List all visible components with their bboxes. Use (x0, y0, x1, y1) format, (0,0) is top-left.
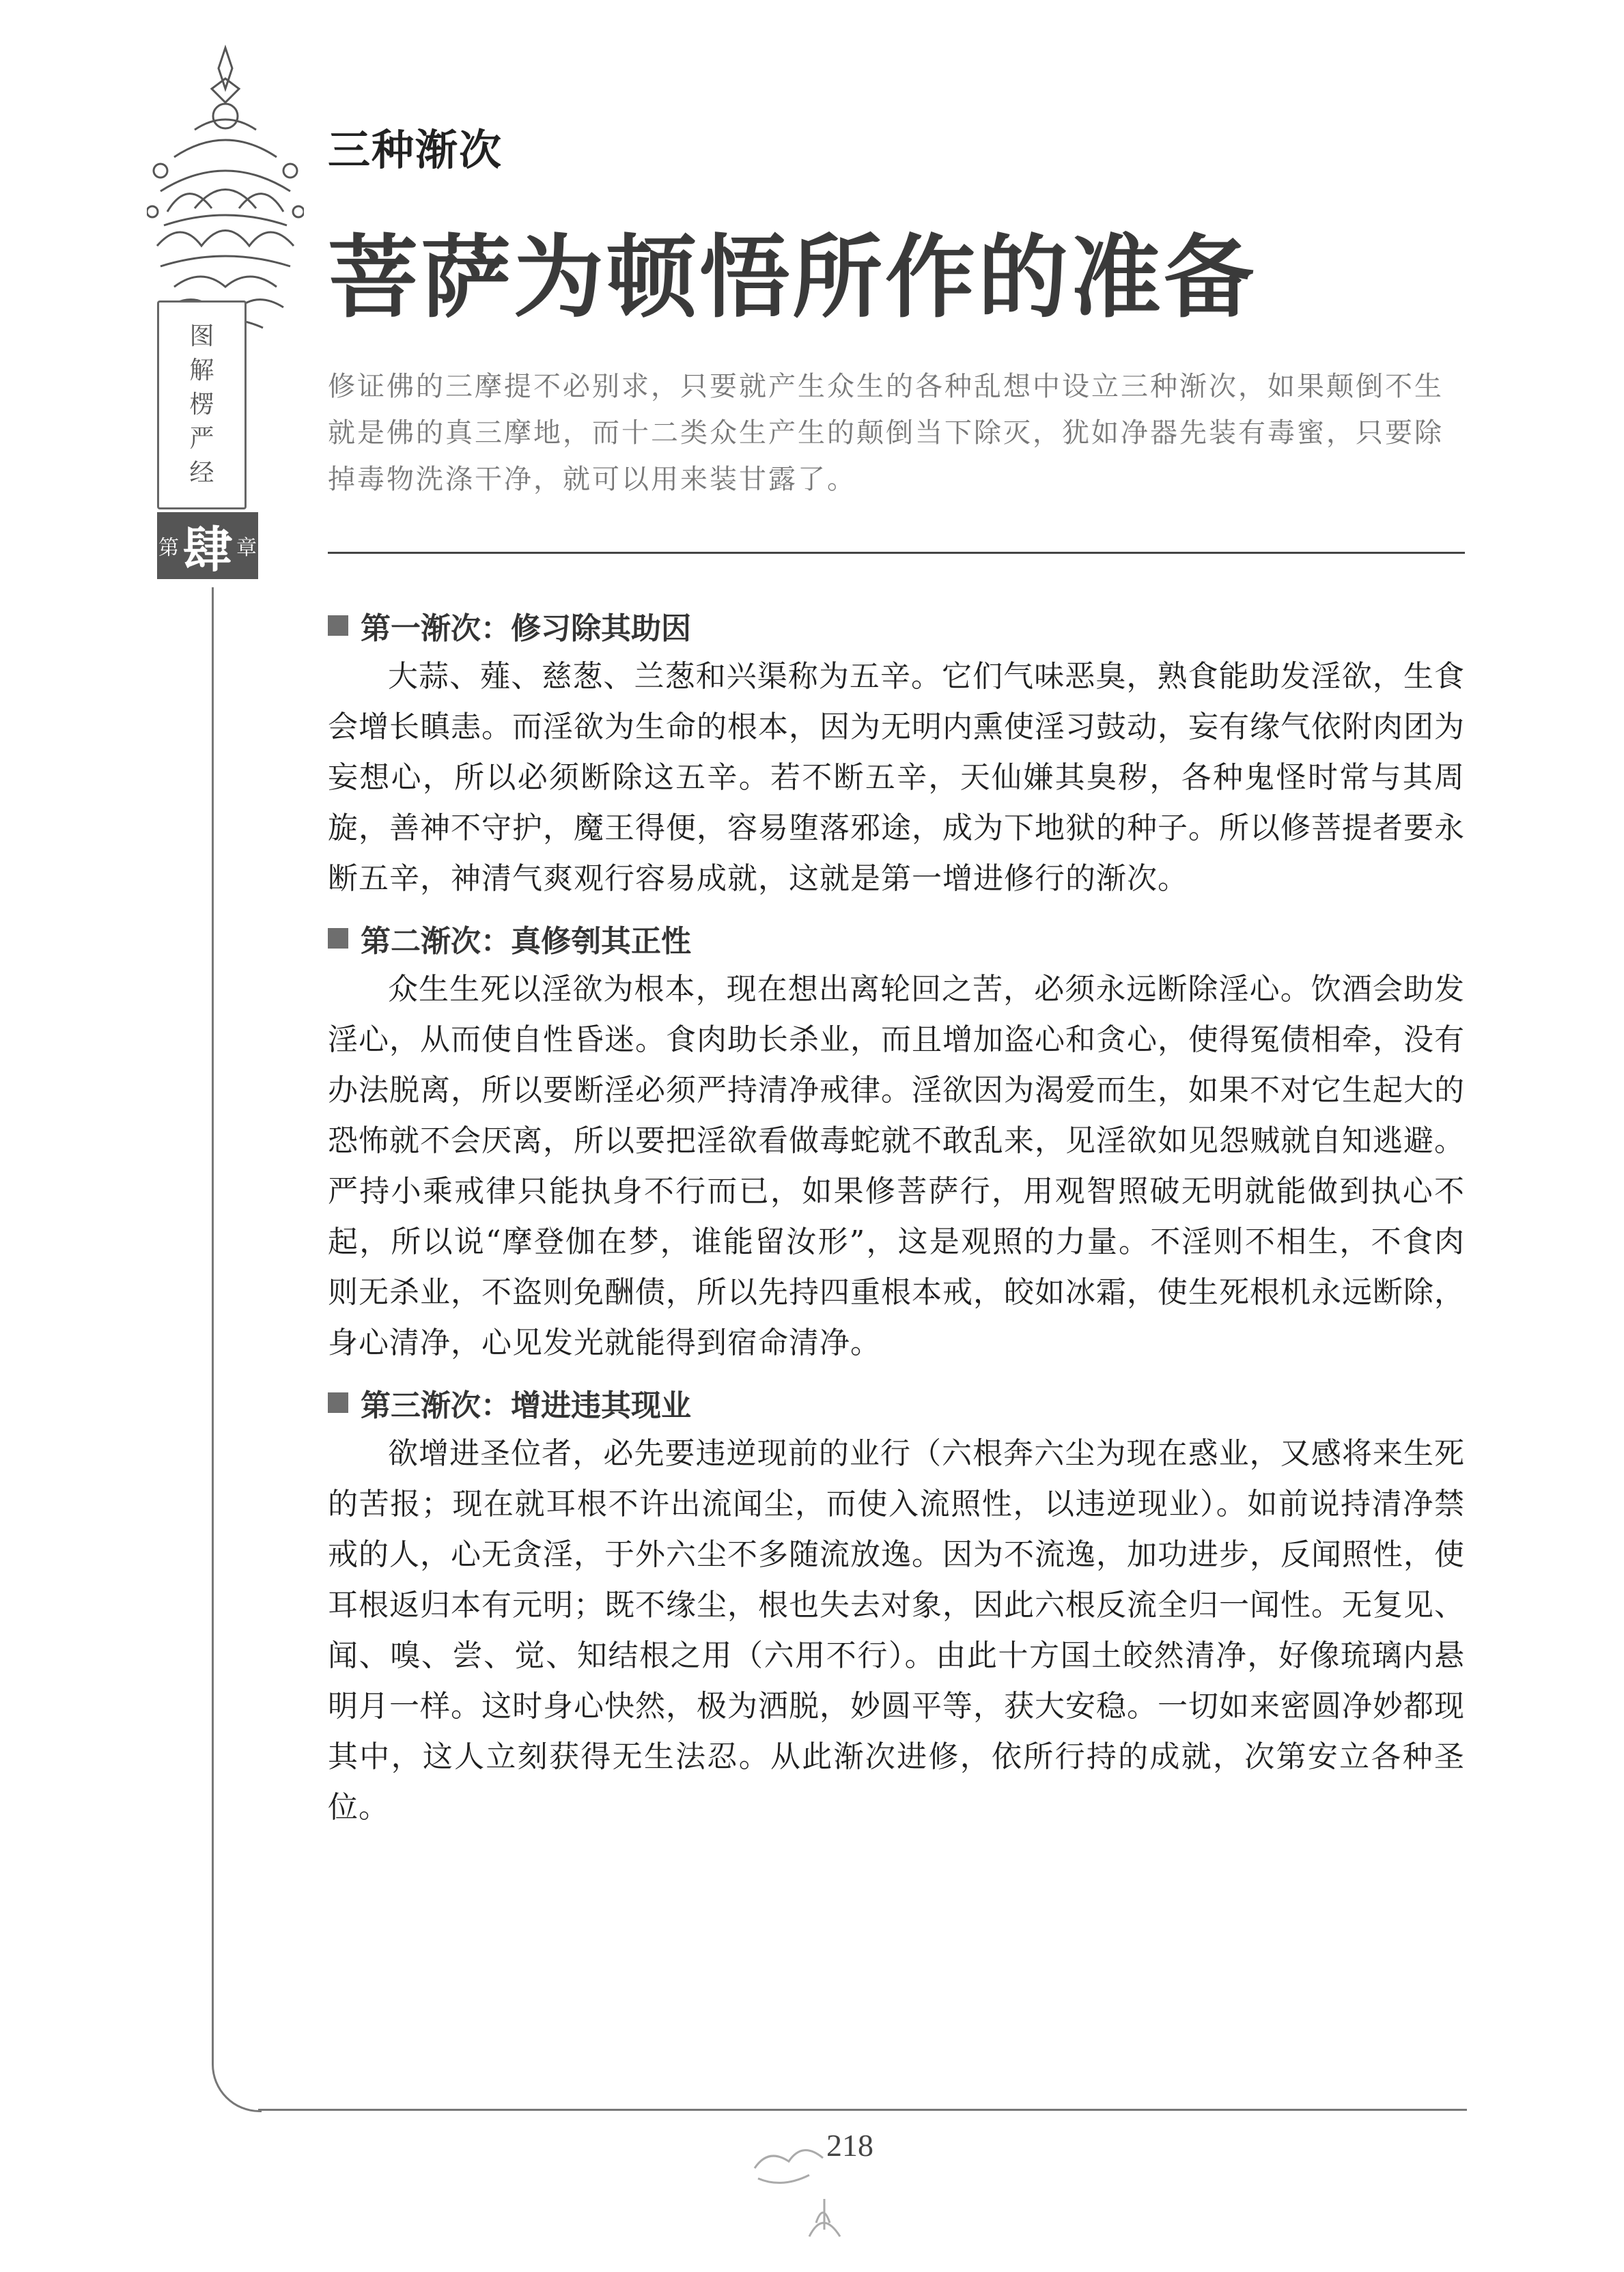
section-body: 大蒜、薤、慈葱、兰葱和兴渠称为五辛。它们气味恶臭，熟食能助发淫欲，生食会增长瞋恚。而淫欲为生命的根本，因为无明内熏使淫习鼓动，妄有缘气依附肉团为妄想心，所以必须断除这五辛。若不断五辛，天仙嫌其臭秽，各种鬼怪时常与其周旋，善神不守护，魔王得便，容易堕落邪途，成为下地狱的种子。所以修菩提者要永断五辛，神清气爽观行容易成就，这就是第一增进修行的渐次。 (328, 659, 1465, 896)
chapter-number: 肆 (182, 521, 232, 578)
square-bullet-icon (328, 615, 348, 636)
section-body: 众生生死以淫欲为根本，现在想出离轮回之苦，必须永远断除淫心。饮酒会助发淫心，从而使自性昏迷。食肉助长杀业，而且增加盗心和贪心，使得冤债相牵，没有办法脱离，所以要断淫必须严持清净戒律。淫欲因为渴爱而生，如果不对它生起大的恐怖就不会厌离，所以要把淫欲看做毒蛇就不敢乱来，见淫欲如见怨贼就自知逃避。严持小乘戒律只能执身不行而已，如果修菩萨行，用观智照破无明就能做到执心不起，所以说“摩登伽在梦，谁能留汝形”，这是观照的力量。不淫则不相生，不食肉则无杀业，不盗则免酬债，所以先持四重根本戒，皎如冰霜，使生死根机永远断除，身心清净，心见发光就能得到宿命清净。 (328, 972, 1465, 1360)
lotus-ornament-icon (147, 41, 304, 341)
bottom-border-rule (258, 2109, 1467, 2111)
section-heading (328, 1381, 1465, 1425)
book-title-vertical (157, 300, 247, 509)
section-heading (328, 604, 1465, 647)
book-title-char: 经 (189, 459, 214, 487)
chapter-badge (157, 512, 258, 579)
section-body: 欲增进圣位者，必先要违逆现前的业行（六根奔六尘为现在惑业，又感将来生死的苦报；现在就耳根不许出流闻尘，而使入流照性，以违逆现业）。如前说持清净禁戒的人，心无贪淫，于外六尘不多随流放逸。因为不流逸，加功进步，反闻照性，使耳根返归本有元明；既不缘尘，根也失去对象，因此六根反流全归一闻性。无复见、闻、嗅、尝、觉、知结根之用（六用不行）。由此十方国土皎然清净，好像琉璃内悬明月一样。这时身心快然，极为洒脱，妙圆平等，获大安稳。一切如来密圆净妙都现其中，这人立刻获得无生法忍。从此渐次进修，依所行持的成就，次第安立各种圣位。 (328, 1436, 1465, 1825)
page-title: 菩萨为顿悟所作的准备 (328, 225, 1257, 331)
book-title-char: 楞 (189, 391, 214, 419)
section-heading (328, 916, 1465, 960)
section-heading-text: 第三渐次：增进违其现业 (361, 1388, 691, 1423)
chapter-suffix: 章 (236, 536, 257, 560)
square-bullet-icon (328, 928, 348, 949)
left-border-rule (212, 587, 262, 2112)
section-label: 三种渐次 (328, 125, 503, 175)
page-number: 218 (826, 2128, 873, 2163)
cloud-ornament-icon (741, 2127, 898, 2243)
book-title-char: 解 (189, 356, 214, 384)
book-title-char: 图 (189, 322, 214, 350)
chapter-prefix: 第 (158, 536, 179, 560)
intro-paragraph: 修证佛的三摩提不必别求，只要就产生众生的各种乱想中设立三种渐次，如果颠倒不生就是佛的真三摩地，而十二类众生产生的颠倒当下除灭，犹如净器先装有毒蜜，只要除掉毒物洗涤干净，就可以用来装甘露了。 (328, 371, 1444, 495)
square-bullet-icon (328, 1392, 348, 1413)
book-title-char: 严 (189, 425, 214, 453)
main-content (328, 594, 1465, 1845)
intro-divider (328, 552, 1465, 554)
section-heading-text: 第一渐次：修习除其助因 (361, 611, 691, 646)
section-heading-text: 第二渐次：真修刳其正性 (361, 924, 691, 959)
